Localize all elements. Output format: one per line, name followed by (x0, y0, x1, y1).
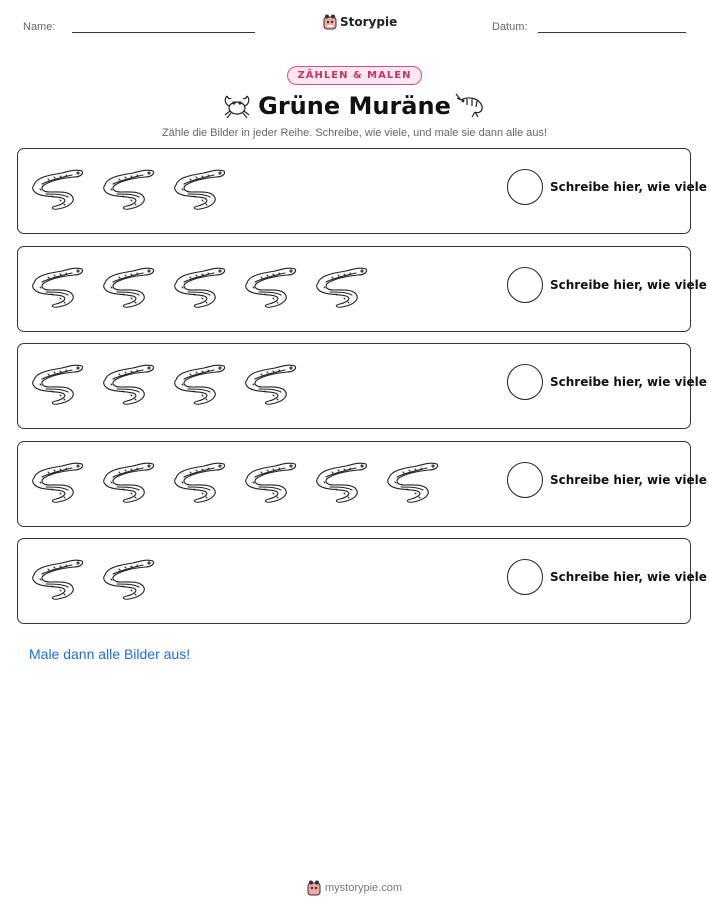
moray-eel-icon (241, 456, 298, 506)
answer-prompt: Schreibe hier, wie viele (550, 277, 707, 292)
brand-logo (323, 14, 397, 30)
count-row-2 (17, 246, 707, 332)
moray-eel-icon (28, 456, 85, 506)
shrimp-icon (455, 92, 487, 120)
paint-note: Male dann alle Bilder aus! (29, 646, 191, 662)
answer-circle[interactable] (507, 559, 543, 595)
count-row-3 (17, 343, 707, 429)
moray-eel-icon (170, 163, 227, 213)
answer-prompt: Schreibe hier, wie viele (550, 570, 707, 584)
moray-eel-icon (383, 456, 440, 506)
eel-group (28, 261, 369, 311)
moray-eel-icon (241, 358, 298, 408)
page-title: Grüne Muräne (258, 92, 451, 120)
count-row-5 (17, 538, 707, 624)
eel-group (28, 358, 298, 408)
moray-eel-icon (99, 553, 156, 603)
moray-eel-icon (99, 456, 156, 506)
answer-circle[interactable] (507, 169, 543, 205)
answer-prompt: Schreibe hier, wie viele (550, 375, 707, 389)
moray-eel-icon (28, 358, 85, 408)
moray-eel-icon (28, 553, 85, 603)
answer-prompt: Schreibe hier, wie viele (550, 180, 707, 194)
storypie-mascot-icon (323, 14, 337, 30)
name-line[interactable] (72, 32, 255, 33)
moray-eel-icon (28, 261, 85, 311)
moray-eel-icon (170, 358, 227, 408)
answer-prompt: Schreibe hier, wie viele (550, 472, 707, 487)
eel-group (28, 456, 440, 506)
moray-eel-icon (241, 261, 298, 311)
moray-eel-icon (170, 456, 227, 506)
moray-eel-icon (99, 261, 156, 311)
brand-name: Storypie (340, 15, 398, 29)
moray-eel-icon (99, 358, 156, 408)
eel-group (28, 163, 227, 213)
moray-eel-icon (99, 163, 156, 213)
answer-circle[interactable] (507, 462, 543, 498)
moray-eel-icon (170, 261, 227, 311)
storypie-mascot-icon (307, 880, 321, 896)
instruction-text: Zähle die Bilder in jeder Reihe. Schreibe, wie viele, und male sie dann alle aus! (161, 127, 548, 139)
moray-eel-icon (312, 456, 369, 506)
date-label: Datum: (492, 21, 528, 33)
date-line[interactable] (538, 32, 686, 33)
moray-eel-icon (312, 261, 369, 311)
answer-circle[interactable] (507, 267, 543, 303)
moray-eel-icon (28, 163, 85, 213)
eel-group (28, 553, 156, 603)
answer-circle[interactable] (507, 364, 543, 400)
footer (0, 880, 709, 896)
count-row-4 (17, 441, 707, 527)
name-label: Name: (23, 21, 56, 33)
count-row-1 (17, 148, 707, 234)
footer-url[interactable]: mystorypie.com (324, 882, 403, 894)
category-badge: ZÄHLEN & MALEN (287, 66, 423, 85)
